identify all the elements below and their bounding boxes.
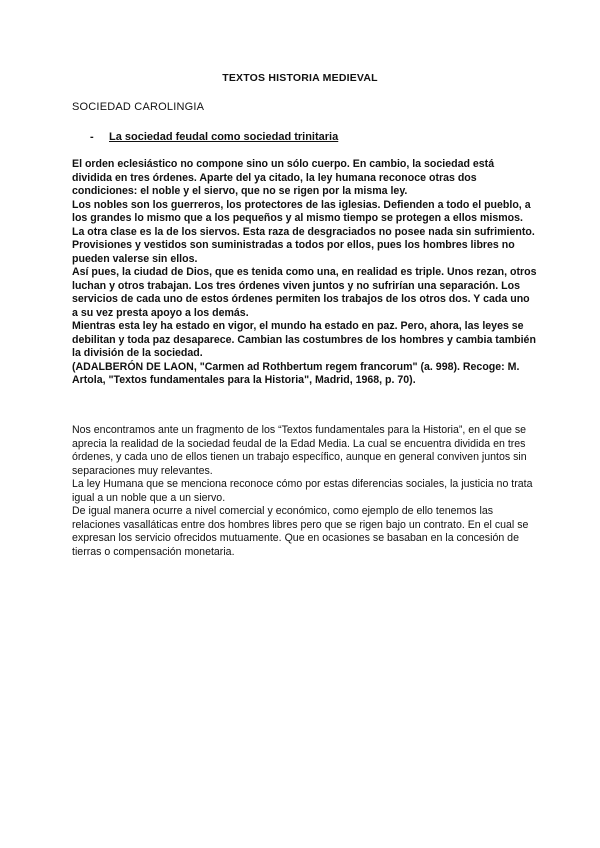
bullet-heading: La sociedad feudal como sociedad trinitaria bbox=[109, 131, 339, 143]
commentary-paragraph: De igual manera ocurre a nivel comercial y económico, como ejemplo de ello tenemos las relaciones vasalláticas entre dos hombres libres pero que se rigen bajo un contrato. En el cual se expresan los servicio ofrecidos mutuamente. Que en ocasiones se basaban en la concesión de tierras o compensación monetaria. bbox=[72, 505, 529, 558]
quote-paragraph: El orden eclesiástico no compone sino un sólo cuerpo. En cambio, la sociedad está dividida en tres órdenes. Aparte del ya citado, la ley humana reconoce otras dos condiciones: el noble y el siervo, que no se rigen por la misma ley. bbox=[72, 158, 495, 197]
quote-paragraph: Así pues, la ciudad de Dios, que es tenida como una, en realidad es triple. Unos rezan, otros luchan y otros trabajan. Los tres órdenes viven juntos y no sufrirían una separación. Los servicios de cada uno de estos órdenes permiten los trabajos de los otros dos. Y cada uno a su vez presta apoyo a los demás. bbox=[72, 266, 537, 319]
commentary-text bbox=[72, 424, 534, 559]
document-title: TEXTOS HISTORIA MEDIEVAL bbox=[222, 72, 378, 84]
quote-paragraph: Los nobles son los guerreros, los protectores de las iglesias. Defienden a todo el pueblo, a los grandes lo mismo que a los pequeños y al mismo tiempo se protegen a ellos mismos. La otra clase es la de los siervos. Esta raza de desgraciados no posee nada sin sufrimiento. Provisiones y vestidos son suministradas a todos por ellos, pues los hombres libres no pueden valerse sin ellos. bbox=[72, 198, 535, 265]
quote-citation: (ADALBERÓN DE LAON, "Carmen ad Rothbertum regem francorum" (a. 998). Recoge: M. Artola, "Textos fundamentales para la Historia", Madrid, 1968, p. 70). bbox=[72, 360, 520, 386]
quote-paragraph: Mientras esta ley ha estado en vigor, el mundo ha estado en paz. Pero, ahora, las leyes se debilitan y toda paz desaparece. Cambian las costumbres de los hombres y cambia también la división de la sociedad. bbox=[72, 320, 536, 359]
commentary-paragraph: La ley Humana que se menciona reconoce cómo por estas diferencias sociales, la justicia no trata igual a un noble que a un siervo. bbox=[72, 478, 533, 504]
bullet-marker: - bbox=[90, 131, 94, 143]
quoted-source-text bbox=[72, 158, 537, 388]
section-heading: SOCIEDAD CAROLINGIA bbox=[72, 101, 205, 113]
commentary-paragraph: Nos encontramos ante un fragmento de los “Textos fundamentales para la Historia”, en el que se aprecia la realidad de la sociedad feudal de la Edad Media. La cual se encuentra dividida en tres órdenes, y cada uno de ellos tienen un trabajo específico, aunque en general conviven juntos sin separaciones muy relevantes. bbox=[72, 424, 527, 477]
bullet-item bbox=[90, 131, 338, 143]
